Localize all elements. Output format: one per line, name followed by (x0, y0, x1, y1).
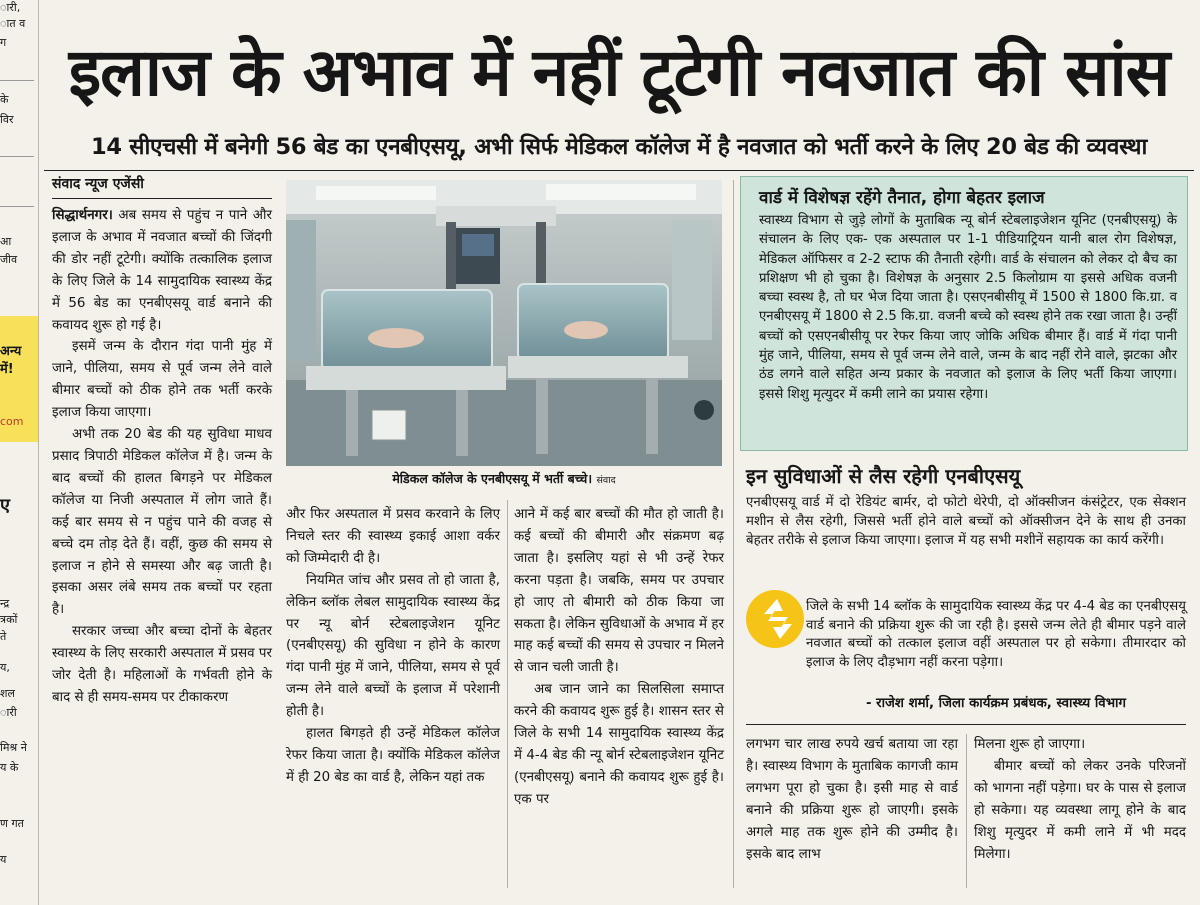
stub-text: य, (0, 661, 10, 674)
caption-credit: संवाद (596, 475, 616, 486)
paragraph: लगभग चार लाख रुपये खर्च बताया जा रहा है। स्वास्थ्य विभाग के मुताबिक कागजी काम लगभग पूरा हो चुका है। इसी माह से वार्ड बनाने की प्रक्रिया शुरू हो जाएगी। इसके अगले माह तक शुरू होने की उम्मीद है। इसके बाद लाभ (746, 737, 958, 862)
paragraph: हालत बिगड़ते ही उन्हें मेडिकल कॉलेज रेफर किया जाता है। क्योंकि मेडिकल कॉलेज में ही 20 बेड का वार्ड है, लेकिन यहां तक (286, 726, 500, 785)
column-divider (733, 180, 734, 888)
stub-divider (0, 206, 34, 207)
stub-link-text: com (0, 415, 24, 428)
stub-text: ए (0, 495, 10, 516)
paragraph: अभी तक 20 बेड की यह सुविधा माधव प्रसाद त्रिपाठी मेडिकल कॉलेज में है। जन्म के बाद बच्चों की हालत बिगड़ने पर मेडिकल कॉलेज या निजी अस्पताल में लोग जाते हैं। कई बार समय से न पहुंच पाने की वजह से बच्चे दम तोड़ देते हैं। वहीं, कुछ की समय से इलाज न होने से समस्या और बढ़ जाती है। इसका असर लंबे समय तक बच्चों पर रहता है। (52, 427, 272, 618)
dateline: सिद्धार्थनगर। (52, 208, 113, 223)
paragraph: और फिर अस्पताल में प्रसव करवाने के लिए निचले स्तर की स्वास्थ्य इकाई आशा वर्कर को जिम्मेदारी दी है। (286, 507, 500, 566)
stub-divider (0, 156, 34, 157)
facilities-body: एनबीएसयू वार्ड में दो रेडियंट बार्मर, दो फोटो थेरेपी, दो ऑक्सीजन कंसंट्रेटर, एक सेक्शन मशीन से लैस रहेगी, जिससे भर्ती होने वाले बच्चों को ऑक्सीजन देने के साथ ही उनका बेहतर तरीके से इलाज किया जाएगा। इलाज में यह सभी मशीनें सहायक का कार्य करेंगी। (746, 495, 1186, 548)
headline: इलाज के अभाव में नहीं टूटेगी नवजात की सांस (68, 34, 1170, 111)
stub-text: य (0, 853, 7, 866)
paragraph: अब जान जाने का सिलसिला समाप्त करने की कवायद शुरू हुई है। शासन स्तर से जिले के सभी 14 सामुदायिक स्वास्थ्य केंद्र में 4-4 बेड की न्यू बोर्न स्टेबलाइजेशन यूनिट (एनबीएसयू) बनाने की कवायद शुरू हुई है। एक पर (514, 682, 724, 807)
photo-illustration (286, 180, 722, 466)
headline-rule (44, 170, 1194, 171)
paragraph: अब समय से पहुंच न पाने और इलाज के अभाव में नवजात बच्चों की जिंदगी की डोर नहीं टूटेगी। क्योंकि तत्कालिक इलाज के लिए जिले के 14 सामुदायिक स्वास्थ्य केंद्र में 56 बेड का एनबीएसयू वार्ड बनाने की कवायद शुरू हो गई है। (52, 208, 272, 333)
nbsu-ward-photo (286, 180, 722, 466)
paragraph: सरकार जच्चा और बच्चा दोनों के बेहतर स्वास्थ्य के लिए सरकारी अस्पताल में प्रसव पर जोर देती है। महिलाओं के गर्भवती होने के बाद से ही समय-समय पर टीकाकरण (52, 624, 272, 705)
paragraph: मिलना शुरू हो जाएगा। (974, 737, 1086, 752)
quote-text: जिले के सभी 14 ब्लॉक के सामुदायिक स्वास्थ्य केंद्र पर 4-4 बेड का एनबीएसयू वार्ड बनाने की प्रक्रिया शुरू की जा रही है। इससे जन्म लेते ही बीमार पड़ने वाले नवजात बच्चों को तत्काल इलाज वहीं अस्पताल पर हो सकेगा। तीमारदार को इलाज के लिए दौड़भाग नहीं करना पड़ेगा। (806, 599, 1186, 670)
caption-text: मेडिकल कॉलेज के एनबीएसयू में भर्ती बच्चे। (392, 471, 593, 486)
byline-rule (52, 198, 272, 199)
column-5 (974, 734, 1186, 865)
stub-text: ारी (0, 706, 17, 719)
stub-divider (0, 80, 34, 81)
stub-text: शल (0, 687, 15, 700)
stub-text: आ (0, 235, 12, 248)
stub-text: ते (0, 630, 7, 643)
column-divider (966, 734, 967, 888)
stub-text: के (0, 93, 9, 106)
stub-text: अन्य (0, 344, 22, 359)
stub-text: य के (0, 761, 19, 774)
stub-text: मिश्र ने (0, 741, 27, 754)
paragraph: आने में कई बार बच्चों की मौत हो जाती है। कई बच्चों की बीमारी और संक्रमण बढ़ जाता है। इसलिए यहां से भी उन्हें रेफर करना पड़ता है। जबकि, समय पर उपचार हो जाए तो बीमारी को ठीक किया जा सकता है। लेकिन सुविधाओं के अभाव में हर माह कई बच्चों की समय से उपचार न मिलने से जान चली जाती है। (514, 507, 724, 676)
stub-text: त्रकों (0, 613, 18, 626)
subheadline: 14 सीएचसी में बनेगी 56 बेड का एनबीएसयू, अभी सिर्फ मेडिकल कॉलेज में है नवजात को भर्ती करने के लिए 20 बेड की व्यवस्था (90, 134, 1148, 160)
stub-text: ण गत (0, 817, 24, 830)
quote-rule (746, 724, 1186, 725)
sidebar-title: वार्ड में विशेषज्ञ रहेंगे तैनात, होगा बेहतर इलाज (759, 188, 1045, 208)
stub-text: विर (0, 113, 14, 126)
stub-text: ग (0, 36, 7, 49)
byline: संवाद न्यूज एजेंसी (52, 176, 144, 192)
left-column (52, 205, 272, 709)
facilities-title: इन सुविधाओं से लैस रहेगी एनबीएसयू (746, 464, 1021, 488)
stub-text: ारी, (0, 1, 21, 14)
newspaper-logo-icon (746, 590, 804, 648)
column-4 (746, 734, 958, 865)
logo-mark (746, 590, 804, 648)
paragraph: नियमित जांच और प्रसव तो हो जाता है, लेकिन ब्लॉक लेबल सामुदायिक स्वास्थ्य केंद्र पर न्यू बोर्न स्टेबलाइजेशन यूनिट (एनबीएसयू) की सुविधा न होने के कारण गंदा पानी मुंह में जाने, पीलिया, समय से पूर्व जन्म लेने वाले बच्चों के इलाज में परेशानी होती है। (286, 572, 500, 720)
column-divider (507, 500, 508, 888)
column-2 (286, 504, 500, 789)
sidebar-body: स्वास्थ्य विभाग से जुड़े लोगों के मुताबिक न्यू बोर्न स्टेबलाइजेशन यूनिट (एनबीएसयू) के संचालन के लिए एक- एक अस्पताल पर 1-1 पीडियाट्रियन यानी बाल रोग विशेषज्ञ, मेडिकल ऑफिसर व 2-2 स्टाफ की तैनाती रहेगी। वार्ड के संचालन को लेकर दो बैच का प्रशिक्षण भी हो चुका है। विशेषज्ञ के अनुसार 2.5 किलोग्राम या इससे अधिक वजनी बच्चा स्वस्थ है, तो घर भेज दिया जाता है। एसएनबीसीयू में 1500 से 1800 कि.ग्रा. व एनबीएसयू में 1800 से 2.5 कि.ग्रा. वजनी बच्चे को स्वस्थ होने तक रखा जाता है। उन्हीं बच्चों को एसएनबीसीयू पर रेफर किया जाए जोकि अधिक बीमार हैं। वार्ड में गंदा पानी मुंह जाने, पीलिया, समय से पूर्व जन्म लेने वाले, जन्म के बाद नहीं रोने वाले, झटका और ठंड लगने वाले सहित अन्य प्रकार के नवजात को इलाज के लिए भर्ती किया जाएगा। इससे शिशु मृत्युदर में कमी लाने का प्रयास रहेगा। (759, 213, 1177, 402)
paragraph: बीमार बच्चों को लेकर उनके परिजनों को भागना नहीं पड़ेगा। घर के पास से इलाज हो सकेगा। यह व्यवस्था लागू होने के बाद शिशु मृत्युदर में कमी लाने में भी मदद मिलेगा। (974, 758, 1186, 862)
specialists-sidebar-box (740, 176, 1188, 451)
stub-text: में! (0, 362, 14, 377)
paragraph: इसमें जन्म के दौरान गंदा पानी मुंह में जाने, पीलिया, समय से पूर्व जन्म लेने वाले बीमार बच्चों को ठीक होने तक भर्ती करके इलाज किया जाएगा। (52, 339, 272, 421)
photo-caption (286, 467, 722, 491)
left-neighbor-column-stub (0, 0, 39, 905)
stub-text: जीव (0, 253, 18, 266)
quote-attribution: - राजेश शर्मा, जिला कार्यक्रम प्रबंधक, स्वास्थ्य विभाग (866, 696, 1126, 711)
stub-text: ात व (0, 17, 26, 30)
quote-box (746, 590, 1186, 714)
stub-text: न्द्र (0, 597, 10, 610)
column-3 (514, 504, 724, 811)
